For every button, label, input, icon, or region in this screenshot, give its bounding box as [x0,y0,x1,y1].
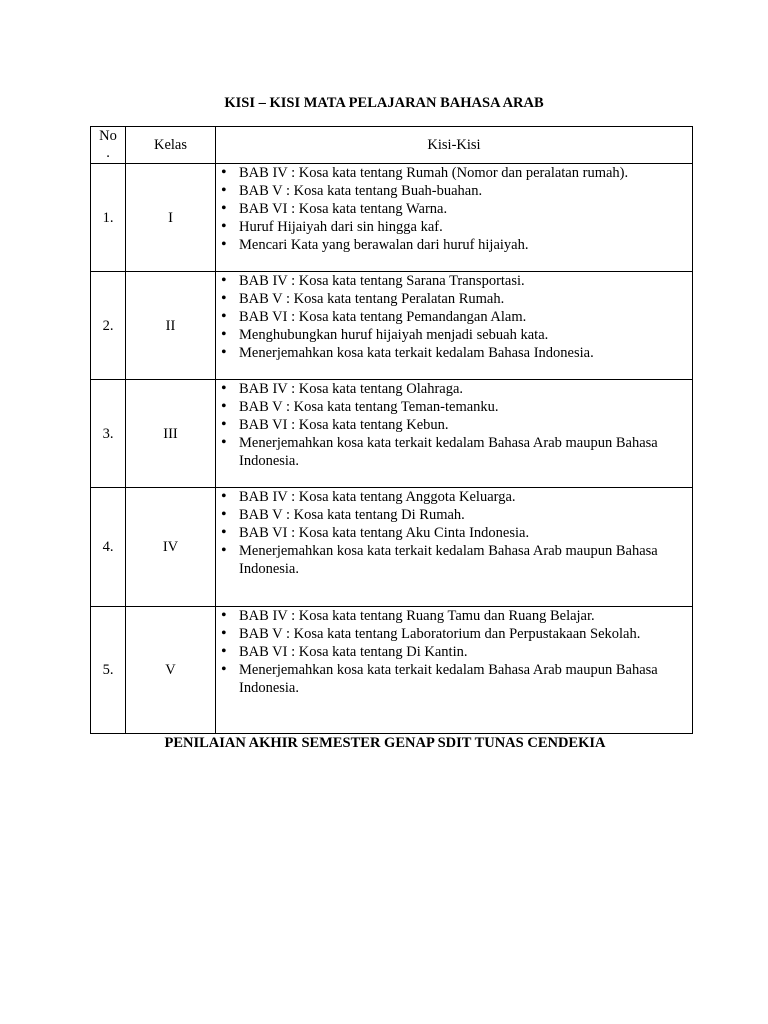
kisi-list [216,164,692,254]
kisi-item: • Menerjemahkan kosa kata terkait kedalam Bahasa Arab maupun Bahasa Indonesia. [216,434,692,470]
kisi-item: • BAB IV : Kosa kata tentang Sarana Transportasi. [216,272,692,290]
table-row [91,380,693,488]
row-kelas: III [126,380,216,488]
row-kelas: V [126,607,216,734]
kisi-item: • BAB V : Kosa kata tentang Di Rumah. [216,506,692,524]
kisi-item: • BAB IV : Kosa kata tentang Olahraga. [216,380,692,398]
header-kelas: Kelas [126,127,216,164]
table-header-row [91,127,693,164]
row-kisi [216,488,693,607]
kisi-list [216,380,692,470]
table-row [91,607,693,734]
kisi-item: • Huruf Hijaiyah dari sin hingga kaf. [216,218,692,236]
kisi-item: • BAB VI : Kosa kata tentang Di Kantin. [216,643,692,661]
row-no: 3. [91,380,126,488]
kisi-item: • BAB VI : Kosa kata tentang Aku Cinta Indonesia. [216,524,692,542]
kisi-item: • BAB V : Kosa kata tentang Laboratorium dan Perpustakaan Sekolah. [216,625,692,643]
kisi-item: • Menerjemahkan kosa kata terkait kedalam Bahasa Indonesia. [216,344,692,362]
row-kisi [216,272,693,380]
row-no: 5. [91,607,126,734]
kisi-table [90,126,693,734]
kisi-list [216,272,692,362]
kisi-item: • Menerjemahkan kosa kata terkait kedalam Bahasa Arab maupun Bahasa Indonesia. [216,661,692,697]
kisi-item: • BAB VI : Kosa kata tentang Kebun. [216,416,692,434]
header-kisi: Kisi-Kisi [216,127,693,164]
kisi-list [216,607,692,697]
row-kelas: II [126,272,216,380]
kisi-item: • BAB V : Kosa kata tentang Peralatan Rumah. [216,290,692,308]
kisi-item: • BAB VI : Kosa kata tentang Warna. [216,200,692,218]
row-kisi [216,164,693,272]
header-no [91,127,126,164]
kisi-item: • BAB IV : Kosa kata tentang Ruang Tamu dan Ruang Belajar. [216,607,692,625]
kisi-item: • Menghubungkan huruf hijaiyah menjadi sebuah kata. [216,326,692,344]
row-kisi [216,607,693,734]
header-no-line2: . [106,145,110,161]
page-title: KISI – KISI MATA PELAJARAN BAHASA ARAB [224,95,544,111]
kisi-list [216,488,692,578]
row-no: 1. [91,164,126,272]
row-no: 4. [91,488,126,607]
table-row [91,272,693,380]
kisi-item: • Menerjemahkan kosa kata terkait kedalam Bahasa Arab maupun Bahasa Indonesia. [216,542,692,578]
row-kelas: I [126,164,216,272]
kisi-item: • BAB V : Kosa kata tentang Buah-buahan. [216,182,692,200]
footer-title: PENILAIAN AKHIR SEMESTER GENAP SDIT TUNAS CENDEKIA [164,735,606,751]
row-kelas: IV [126,488,216,607]
kisi-item: • BAB VI : Kosa kata tentang Pemandangan Alam. [216,308,692,326]
header-no-line1: No [99,128,117,144]
table-row [91,488,693,607]
kisi-item: • BAB IV : Kosa kata tentang Anggota Keluarga. [216,488,692,506]
kisi-item: • Mencari Kata yang berawalan dari huruf hijaiyah. [216,236,692,254]
kisi-item: • BAB IV : Kosa kata tentang Rumah (Nomor dan peralatan rumah). [216,164,692,182]
row-kisi [216,380,693,488]
table-row [91,164,693,272]
row-no: 2. [91,272,126,380]
kisi-item: • BAB V : Kosa kata tentang Teman-temanku. [216,398,692,416]
